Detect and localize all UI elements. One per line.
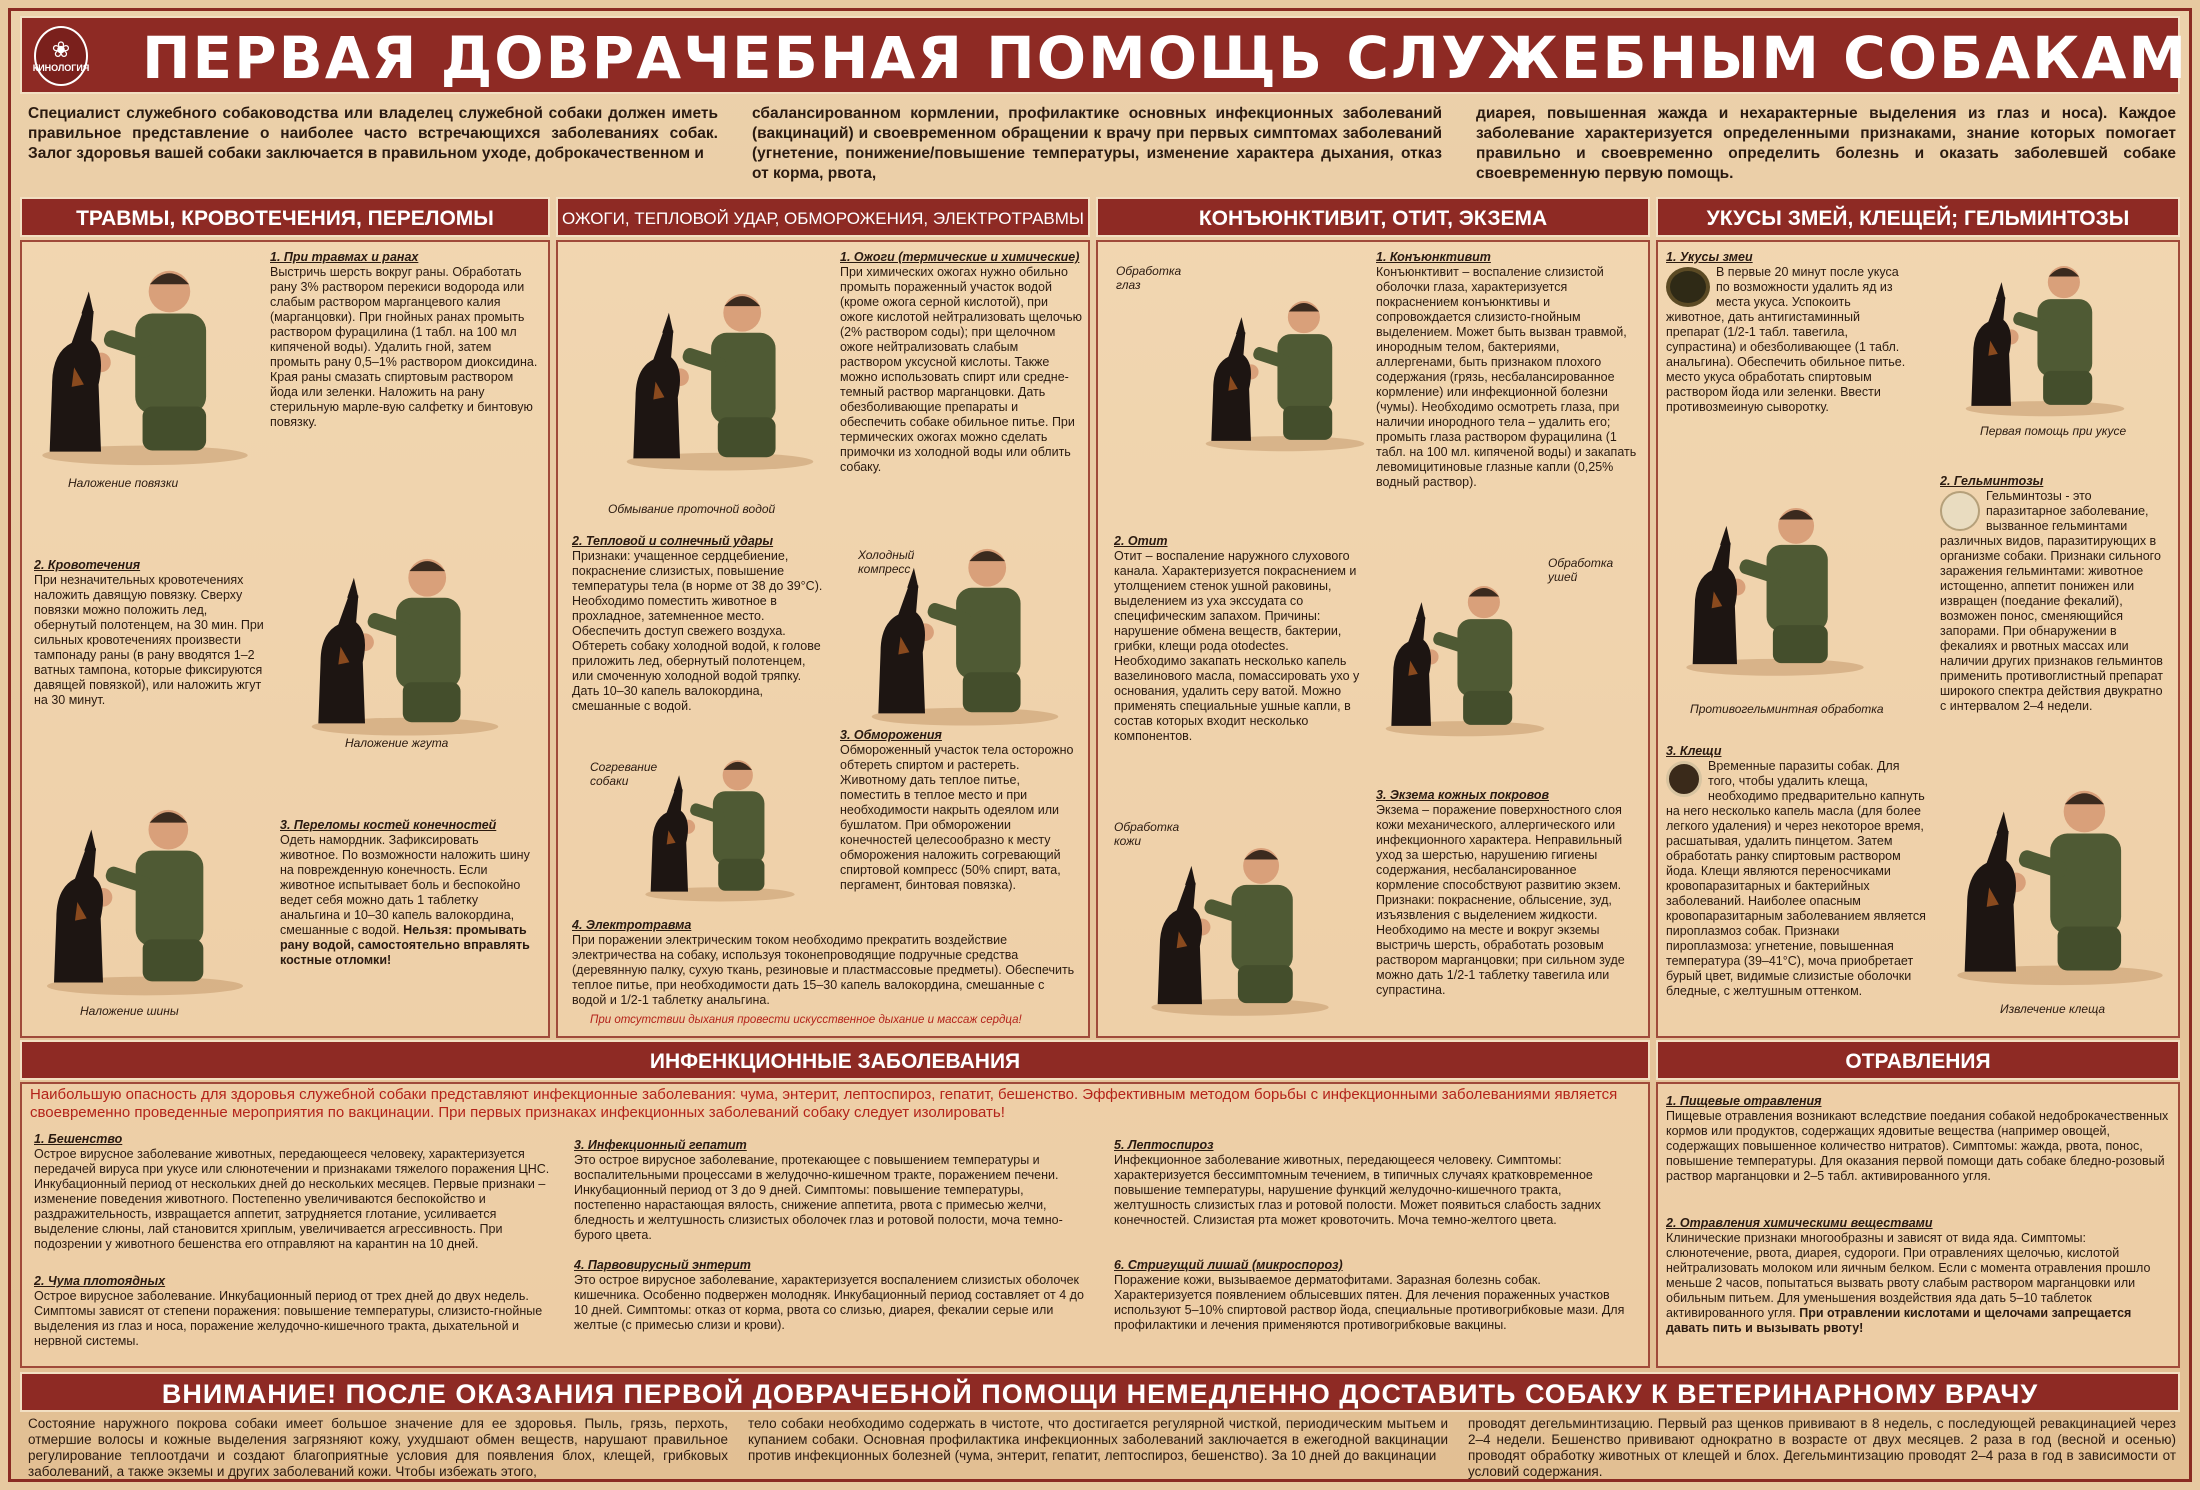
text-food-poisoning xyxy=(1666,1094,2172,1220)
body-frostbite: Обмороженный участок тела осторожно обтереть спиртом и растереть. Животному дать теплое питье, поместить в теплое место и при необходимости накрыть одеялом или бушлатом. При обморожении конечностей целесообразно к месту обморожения наложить согревающий спиртовой компресс (50% спирт, вата, пергамент, бинтовая повязка). xyxy=(840,743,1074,892)
page-title: ПЕРВАЯ ДОВРАЧЕБНАЯ ПОМОЩЬ СЛУЖЕБНЫМ СОБАКАМ xyxy=(142,24,2189,92)
section-header-poison: ОТРАВЛЕНИЯ xyxy=(1656,1040,2180,1080)
text-conjunctivitis xyxy=(1376,250,1640,520)
section-header-bites: УКУСЫ ЗМЕЙ, КЛЕЩЕЙ; ГЕЛЬМИНТОЗЫ xyxy=(1656,197,2180,237)
caption-cold-compress: Холодный компресс xyxy=(858,548,915,576)
text-fractures xyxy=(280,818,540,998)
snake-icon xyxy=(1666,267,1710,307)
vet-warning-banner: ВНИМАНИЕ! ПОСЛЕ ОКАЗАНИЯ ПЕРВОЙ ДОВРАЧЕБНОЙ ПОМОЩИ НЕМЕДЛЕННО ДОСТАВИТЬ СОБАКУ К ВЕТЕРИНАРНОМУ ВРАЧУ xyxy=(20,1372,2180,1412)
bandage-photo xyxy=(30,250,260,470)
bottom-paragraph-3: проводят дегельминтизацию. Первый раз щенков прививают в 8 недель, с последующей ревакцинацией через 2–4 недели. Бешенство прививают однократно в возрасте от двух месяцев. 2 раза в год (весной и осенью) проводят обработку животных от клещей и блох. Дегельминтизацию проводят 2–4 раза в год в зависимости от условий содержания. xyxy=(1468,1416,2176,1479)
infection-lead: Наибольшую опасность для здоровья служебной собаки представляют инфекционные заболевания: чума, энтерит, лептоспироз, гепатит, бешенство. Эффективным методом борьбы с инфекционными заболеваниями является своевременно проведенные мероприятия по вакцинации. При первых признаках инфекционных заболеваний собаку следует изолировать! xyxy=(30,1086,1618,1121)
caption-deworming: Противогельминтная обработка xyxy=(1690,702,1884,716)
body-burns: При химических ожогах нужно обильно промыть пораженный участок водой (кроме ожога серной кислотой), при ожоге кислотой нейтрализовать щелочью (2% раствором соды); при щелочном ожоге нейтрализовать слабым раствором уксусной кислоты. Также можно использовать спирт или средне-темный раствор марганцовки. Дать обезболивающие препараты и обеспечить собаке обильное питье. При термических ожогах можно сделать примочки из холодной воды или облить собаку. xyxy=(840,265,1082,474)
caption-bandage: Наложение повязки xyxy=(68,476,179,490)
section-header-injuries: ТРАВМЫ, КРОВОТЕЧЕНИЯ, ПЕРЕЛОМЫ xyxy=(20,197,550,237)
caption-bite-help: Первая помощь при укусе xyxy=(1980,424,2127,438)
deworming-photo xyxy=(1680,470,1870,700)
body-wounds: Выстричь шерсть вокруг раны. Обработать рану 3% раствором перекиси водорода или слабым раствором марганцевого калия (марганцовки). При гнойных ранах промыть раствором фурацилина (1 табл. на 100 мл кипяченой воды). Удалить гной, затем промыть рану 0,5–1% раствором диоксидина. Края раны смазать спиртовым раствором йода или зеленки. Наложить на рану стерильную марле-вую салфетку и бинтовую повязку. xyxy=(270,265,538,429)
heading-leptospirosis: 5. Лептоспироз xyxy=(1114,1138,1214,1152)
text-hepatitis xyxy=(574,1138,1094,1256)
heading-bleeding: 2. Кровотечения xyxy=(34,558,141,572)
text-eczema xyxy=(1376,788,1640,1028)
text-otitis xyxy=(1114,534,1364,784)
heading-otitis: 2. Отит xyxy=(1114,534,1168,548)
body-electro: При поражении электрическим током необходимо прекратить воздействие электричества на собаку, используя токонепроводящие подручные средства (деревянную палку, сухую ткань, резиновые и пластмассовые предметы). Обеспечить теплое питье, при необходимости дать 15–30 капель валокордина, смешанные с водой и 1/2-1 таблетку анальгина. xyxy=(572,933,1075,1007)
washing-photo xyxy=(620,250,820,500)
text-heatstroke xyxy=(572,534,828,730)
bottom-paragraph-2: тело собаки необходимо содержать в чистоте, что достигается регулярной чисткой, периодическим мытьем и купанием собаки. Основная профилактика инфекционных заболеваний заключается в ежегодной вакцинации против инфекционных болезней (чума, энтерит, гепатит, лептоспироз, бешенство). За 10 дней до вакцинации xyxy=(748,1416,1448,1463)
section-header-infection: ИНФЕНКЦИОННЫЕ ЗАБОЛЕВАНИЯ xyxy=(20,1040,1650,1080)
heading-electro: 4. Электротравма xyxy=(572,918,692,932)
caption-washing: Обмывание проточной водой xyxy=(608,502,776,516)
caption-tick-removal: Извлечение клеща xyxy=(2000,1002,2106,1016)
heading-fractures: 3. Переломы костей конечностей xyxy=(280,818,497,832)
text-helminths xyxy=(1940,474,2172,730)
text-ringworm xyxy=(1114,1258,1640,1358)
kinology-logo xyxy=(34,26,88,86)
text-enteritis xyxy=(574,1258,1094,1358)
text-leptospirosis xyxy=(1114,1138,1640,1256)
logo-text: КИНОЛОГИЯ xyxy=(32,63,90,73)
intro-paragraph-2: сбалансированном кормлении, профилактике основных инфекционных заболеваний (вакцинаций) и своевременном обращении к врачу при первых симптомах заболеваний (угнетение, понижение/повышение температуры, изменение характера дыхания, отказ от корма, рвота, xyxy=(752,105,1442,182)
body-rabies: Острое вирусное заболевание животных, передающееся человеку, характеризуется передачей вируса при укусе или слюнотечении и признаками тяжелого поражения ЦНС. Инкубационный период от нескольких дней до нескольких месяцев. Первые признаки – изменение поведения животного. Постепенно увеличиваются беспокойство и раздражительность, извращается аппетит, затрудняется глотание, усиливается выделение слюны, лай становится хриплым, увеличивается агрессивность. При подозрении у животного бешенства его отправляют на карантин на 10 дней. xyxy=(34,1147,550,1251)
breathing-note: При отсутствии дыхания провести искусственное дыхание и массаж сердца! xyxy=(590,1014,1022,1026)
heading-ringworm: 6. Стригущий лишай (микроспороз) xyxy=(1114,1258,1343,1272)
warming-photo xyxy=(610,745,830,905)
splint-photo xyxy=(30,790,260,1000)
body-ticks: Временные паразиты собак. Для того, чтобы удалить клеща, необходимо предварительно капнуть на него несколько капель масла (для более легкого удаления) и через некоторое время, расшатывая, удалить пинцетом. Затем обработать ранку спиртовым раствором йода. Клещи являются переносчиками кровопаразитарных и бактерийных заболеваний. Наиболее опасным кровопаразитарным заболеванием является пироплазмоз собак. Признаки пироплазмоза: угнетение, повышенная температура (39–41°С), моча приобретает бурый цвет, видимые слизистые оболочки бледные, с желтушным оттенком. xyxy=(1666,759,1926,998)
section-header-burns: ОЖОГИ, ТЕПЛОВОЙ УДАР, ОБМОРОЖЕНИЯ, ЭЛЕКТРОТРАВМЫ xyxy=(556,197,1090,237)
heading-chemical-poisoning: 2. Отравления химическими веществами xyxy=(1666,1216,1933,1230)
caption-skin: Обработка кожи xyxy=(1114,820,1180,848)
heading-hepatitis: 3. Инфекционный гепатит xyxy=(574,1138,747,1152)
text-distemper xyxy=(34,1274,564,1364)
compress-photo xyxy=(850,530,1080,730)
heading-enteritis: 4. Парвовирусный энтерит xyxy=(574,1258,751,1272)
body-food-poisoning: Пищевые отравления возникают вследствие поедания собакой недоброкачественных кормов или продуктов, содержащих ядовитые вещества (например овощей, содержащих повышенное количество нитратов). Симптомы: жажда, рвота, понос, повышение температуры. Для оказания первой помощи дать собаке бледно-розовый раствор марганцовки и 2–5 табл. активированного угля. xyxy=(1666,1109,2169,1183)
caption-tourniquet: Наложение жгута xyxy=(345,736,449,750)
caption-splint: Наложение шины xyxy=(80,1004,179,1018)
body-leptospirosis: Инфекционное заболевание животных, передающееся человеку. Симптомы: характеризуется бессимптомным течением, в типичных случаях кратковременное повышение температуры, нарушение функций желудочно-кишечного тракта, желтушность слизистых глаз и ротовой полости. Может появиться слабость задних конечностей. Слизистая рта может кровоточить. Моча темно-желтого цвета. xyxy=(1114,1153,1601,1227)
intro-paragraph-3: диарея, повышенная жажда и нехарактерные выделения из глаз и носа). Каждое заболевание характеризуется определенными признаками, знание которых помогает правильно и своевременно определить болезнь и оказать заболевшей собаке своевременную первую помощь. xyxy=(1476,105,2176,182)
body-chemical-poisoning: Клинические признаки многообразны и зависят от вида яда. Симптомы: слюнотечение, рвота, диарея, судороги. При отравлениях щелочью, кислотой нейтрализовать молоком или яичным белком. Если с момента отравления прошло меньше 2 часов, попытаться вызвать рвоту слабым раствором марганцовки или обильным питьем. Для уменьшения воздействия яда дать 5–10 таблеток активированного угля. xyxy=(1666,1231,2151,1320)
text-electro xyxy=(572,918,1080,1008)
heading-heatstroke: 2. Тепловой и солнечный удары xyxy=(572,534,774,548)
body-heatstroke: Признаки: учащенное сердцебиение, покраснение слизистых, повышение температуры тела (в норме от 38 до 39°С). Необходимо поместить животное в прохладное, затемненное место. Обеспечить доступ свежего воздуха. Обтереть собаку холодной водой, к голове приложить лед, обернутый полотенцем, или смоченную холодной водой тряпку. Дать 10–30 капель валокордина, смешанные с водой. xyxy=(572,549,823,713)
tick-removal-photo xyxy=(1950,760,2170,1000)
ear-treatment-photo xyxy=(1380,540,1550,770)
text-frostbite xyxy=(840,728,1082,908)
body-fractures: Одеть намордник. Зафиксировать животное. По возможности наложить шину на поврежденную конечность. Если животное испытывает боль и беспокойно ведет себя можно дать 1 таблетку анальгина и 10–30 капель валокордина, смешанные с водой. xyxy=(280,833,530,937)
body-snakebite: В первые 20 минут после укуса по возможности удалить яд из места укуса. Успокоить животное, дать антигистаминный препарат (1/2-1 табл. тавегила, супрастина) и обезболивающее (1 табл. анальгина). Обеспечить обильное питье. место укуса обработать спиртовым раствором йода или зеленки. Ввести противозмеиную сыворотку. xyxy=(1666,265,1906,414)
heading-helminths: 2. Гельминтозы xyxy=(1940,474,2044,488)
eye-treatment-photo xyxy=(1200,250,1370,490)
body-hepatitis: Это острое вирусное заболевание, протекающее с повышением температуры и воспалительными процессами в желудочно-кишечном тракте, поражением печени. Инкубационный период от 3 до 9 дней. Симптомы: повышение температуры, постепенно нарастающая вялость, снижение аппетита, рвота с примесью желчи, бледность и желтушность слизистых оболочек глаз и ротовой полости, моча темно-бурого цвета. xyxy=(574,1153,1063,1242)
heading-conjunctivitis: 1. Конъюнктивит xyxy=(1376,250,1491,264)
worm-icon xyxy=(1940,491,1980,531)
text-burns xyxy=(840,250,1082,508)
section-header-conjunctivitis: КОНЪЮНКТИВИТ, ОТИТ, ЭКЗЕМА xyxy=(1096,197,1650,237)
body-otitis: Отит – воспаление наружного слухового канала. Характеризуется покраснением и утолщением стенок ушной раковины, выделением из уха экссудата со специфическим запахом. Причины: нарушение обмена веществ, бактерии, грибки, клещи рода otodectes. Необходимо закапать несколько капель вазелинового масла, помассировать ухо у основания, удалить серу ватой. Можно применять специальные ушные капли, в состав которых входит несколько компонентов. xyxy=(1114,549,1360,743)
body-enteritis: Это острое вирусное заболевание, характеризуется воспалением слизистых оболочек кишечника. Особенно подвержен молодняк. Инкубационный период составляет от 4 до 10 дней. Симптомы: отказ от корма, рвота со слизью, диарея, фекалии серые или желтые (с примесью слизи и крови). xyxy=(574,1273,1084,1332)
text-rabies xyxy=(34,1132,564,1264)
paw-icon: ❀ xyxy=(51,37,71,62)
heading-food-poisoning: 1. Пищевые отравления xyxy=(1666,1094,1822,1108)
body-helminths: Гельминтозы - это паразитарное заболевание, вызванное гельминтами различных видов, паразитирующих в организме собаки. Признаки сильного заражения гельминтами: животное истощенно, аппетит понижен или извращен (поедание фекалий), возможен понос, сменяющийся запорами. При обнаружении в фекалиях и рвотных массах или наличии других признаков гельминтов применить противоглистный препарат широкого спектра действия двукратно с интервалом 2–4 недели. xyxy=(1940,489,2164,713)
body-bleeding: При незначительных кровотечениях наложить давящую повязку. Сверху повязки можно положить лед, обернутый полотенцем, на 30 мин. При сильных кровотечениях произвести тампонаду раны (в рану вводятся 1–2 ватных тампона, которые фиксируются давящей повязкой), или наложить жгут на 30 минут. xyxy=(34,573,264,707)
caption-warming: Согревание собаки xyxy=(590,760,658,788)
skin-treatment-photo xyxy=(1120,830,1360,1020)
body-distemper: Острое вирусное заболевание. Инкубационный период от трех дней до двух недель. Симптомы зависят от степени поражения: повышение температуры, слизисто-гнойные выделения из глаз и носа, поражение желудочно-кишечного тракта, дыхательной и нервной системы. xyxy=(34,1289,543,1348)
caption-eyes: Обработка глаз xyxy=(1116,264,1182,292)
heading-frostbite: 3. Обморожения xyxy=(840,728,942,742)
heading-snakebite: 1. Укусы змеи xyxy=(1666,250,1753,264)
heading-wounds: 1. При травмах и ранах xyxy=(270,250,419,264)
text-chemical-poisoning xyxy=(1666,1216,2172,1366)
caption-ears: Обработка ушей xyxy=(1548,556,1614,584)
chemical-warning: При отравлении кислотами и щелочами запрещается давать пить и вызывать рвоту! xyxy=(1666,1306,2132,1335)
body-conjunctivitis: Конъюнктивит – воспаление слизистой оболочки глаза, характеризуется покраснением конъюнктивы и сопровождается слизисто-гнойным выделением. Может быть вызван травмой, инородным телом, бактериями, аллергенами, быть признаком плохого содержания (грязь, несбалансированное кормление) или инфекционной болезни (чумы). Необходимо осмотреть глаза, при наличии инородного тела – удалить его; промыть глаза раствором фурацилина (1 табл. на 100 мл. кипяченой воды) и закапать левомицитиновые глазные капли (0,25% водный раствор). xyxy=(1376,265,1637,489)
intro-paragraph-1: Специалист служебного собаководства или владелец служебной собаки должен иметь правильное представление о наиболее часто встречающихся заболеваниях собак. Залог здоровья вашей собаки заключается в правильном уходе, доброкачественном и xyxy=(28,105,718,162)
text-snakebite xyxy=(1666,250,1906,440)
text-bleeding xyxy=(34,558,264,728)
tick-icon xyxy=(1666,761,1702,797)
heading-eczema: 3. Экзема кожных покровов xyxy=(1376,788,1550,802)
bite-help-photo xyxy=(1920,250,2170,420)
fractures-warning: Нельзя: промывать рану водой, самостоятельно вправлять костные отломки! xyxy=(280,923,530,967)
body-ringworm: Поражение кожи, вызываемое дерматофитами. Заразная болезнь собак. Характеризуется появлением облысевших пятен. Для лечения пораженных участков используют 5–10% спиртовой раствор йода, специальные противогрибковые мази. Для профилактики и лечения применяются противогрибковые вакцины. xyxy=(1114,1273,1625,1332)
heading-ticks: 3. Клещи xyxy=(1666,744,1722,758)
heading-burns: 1. Ожоги (термические и химические) xyxy=(840,250,1080,264)
tourniquet-photo xyxy=(300,540,510,740)
bottom-paragraph-1: Состояние наружного покрова собаки имеет большое значение для ее здоровья. Пыль, грязь, перхоть, отмершие волосы и кожные выделения загрязняют кожу, ухудшают обмен веществ, нарушают правильное регулирование теплоотдачи и создают благоприятные условия для появления блох, клещей, грибковых заболеваний, а также экземы и других заболеваний кожи. Чтобы избежать этого, xyxy=(28,1416,728,1479)
text-wounds xyxy=(270,250,540,470)
text-ticks xyxy=(1666,744,1926,1034)
body-eczema: Экзема – поражение поверхностного слоя кожи механического, аллергического или инфекционного характера. Неправильный уход за шерстью, нарушению гигиены содержания, несбалансированное кормление способствуют развитию экзем. Признаки: покраснение, облысение, зуд, изъязвления с выделением жидкости. Необходимо на месте и вокруг экземы выстричь шерсть, обработать розовым раствором марганцовки; при сильном зуде можно дать 1/2-1 таблетку тавегила или супрастина. xyxy=(1376,803,1625,997)
heading-rabies: 1. Бешенство xyxy=(34,1132,123,1146)
title-bar xyxy=(20,16,2189,94)
heading-distemper: 2. Чума плотоядных xyxy=(34,1274,166,1288)
